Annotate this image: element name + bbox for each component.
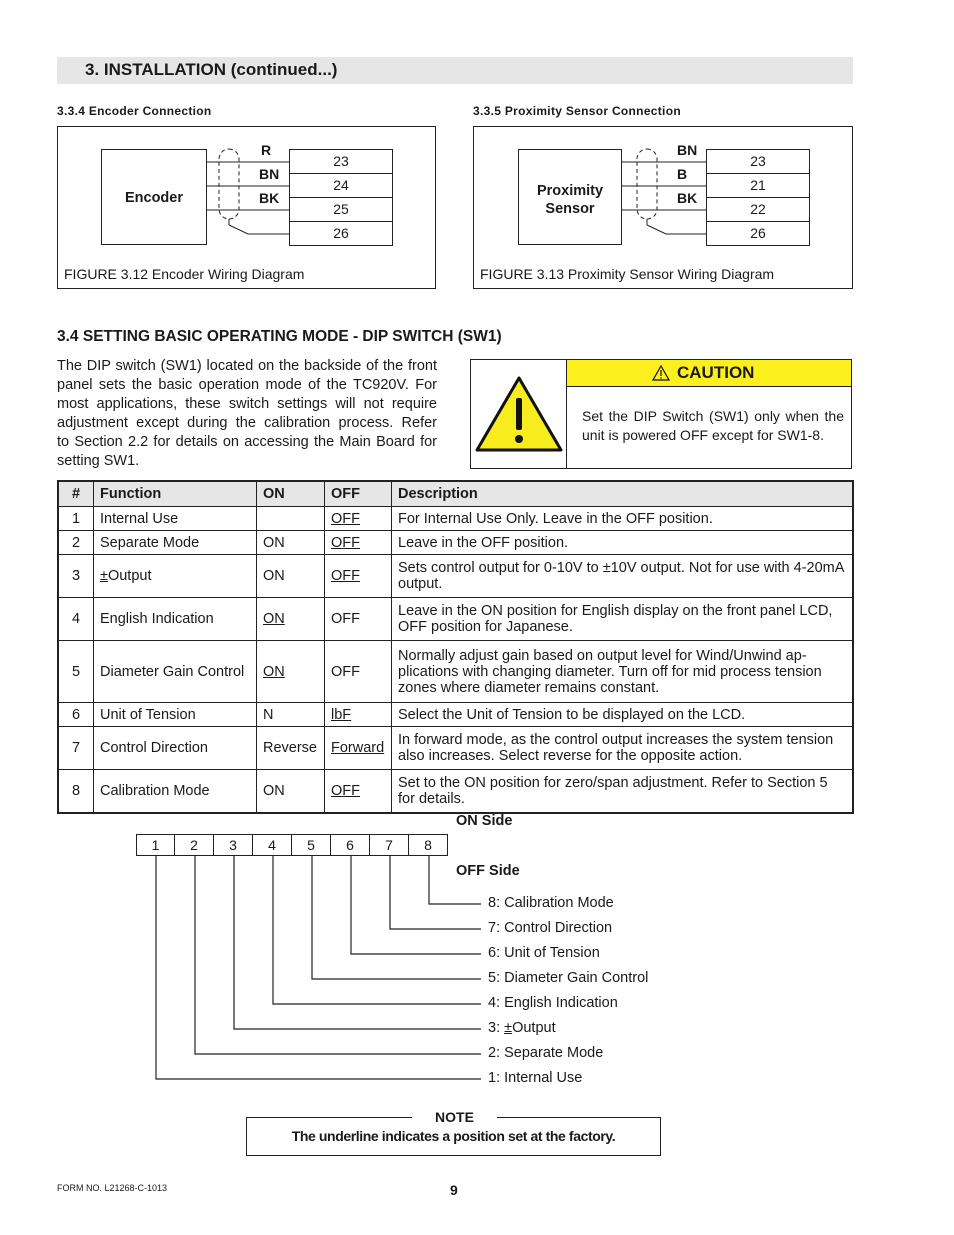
table-row	[58, 770, 853, 813]
dip-switch-4: 4	[253, 834, 292, 856]
off-side-label: OFF Side	[456, 863, 520, 879]
cell-on-text: ON	[263, 534, 285, 551]
cell-number	[58, 703, 94, 727]
paragraph-line: panel sets the basic operation mode of the TC920V. For	[57, 377, 437, 393]
cell-number	[58, 770, 94, 813]
cell-off	[325, 770, 392, 813]
encoder-caption: FIGURE 3.12 Encoder Wiring Diagram	[64, 266, 305, 282]
dip-switch-5: 5	[292, 834, 331, 856]
small-warning-icon	[652, 365, 670, 381]
col-header-number: #	[58, 481, 94, 507]
terminal-26: 26	[750, 225, 766, 241]
encoder-wire-r: R	[261, 142, 272, 158]
cell-off	[325, 531, 392, 555]
cell-off	[325, 703, 392, 727]
cell-off-text: OFF	[331, 782, 360, 799]
cell-number-text: 6	[71, 706, 81, 723]
dip-switch-3: 3	[214, 834, 253, 856]
cell-number-text: 4	[71, 611, 81, 627]
cell-function	[94, 598, 257, 641]
cell-number-text: 1	[71, 510, 81, 527]
section-title: 3. INSTALLATION (continued...)	[85, 60, 338, 79]
note-title: NOTE	[412, 1109, 497, 1125]
caution-line-2: unit is powered OFF except for SW1-8.	[582, 427, 824, 443]
col-header-description: Description	[392, 481, 854, 507]
cell-on	[257, 770, 325, 813]
terminal-24: 24	[290, 174, 392, 198]
caution-box	[470, 359, 852, 469]
proximity-caption: FIGURE 3.13 Proximity Sensor Wiring Diagram	[480, 266, 775, 282]
proximity-wire-bn: BN	[677, 142, 698, 158]
col-header-function: Function	[94, 481, 257, 507]
cell-function	[94, 507, 257, 531]
cell-off-text: OFF	[331, 534, 360, 551]
cell-function-text: Calibration Mode	[100, 782, 210, 799]
paragraph-line: to Section 2.2 for details on accessing the Main Board for	[57, 434, 437, 450]
leader-line	[234, 856, 481, 1029]
cell-number	[58, 727, 94, 770]
cell-function	[94, 555, 257, 598]
caution-line-1: Set the DIP Switch (SW1) only when the	[582, 408, 844, 424]
cell-description	[392, 598, 854, 641]
cell-function-text: Diameter Gain Control	[100, 663, 245, 680]
encoder-terminal-block	[289, 149, 393, 246]
cell-function-text: Unit of Tension	[100, 706, 196, 723]
cell-function	[94, 703, 257, 727]
cell-number-text: 7	[71, 740, 81, 756]
caution-title: CAUTION	[677, 363, 755, 382]
note-box	[246, 1109, 661, 1156]
paragraph-line: most applications, these switch settings will not require	[57, 396, 437, 412]
proximity-figure	[473, 126, 853, 289]
cell-off-text: lbF	[331, 706, 352, 723]
encoder-wire-bn: BN	[259, 166, 280, 182]
switch-label: 2: Separate Mode	[488, 1045, 604, 1061]
switch-label: 8: Calibration Mode	[488, 895, 614, 911]
cell-number-text: 8	[71, 782, 81, 799]
dip-paragraph	[57, 357, 437, 471]
cell-on-text: ON	[263, 611, 285, 627]
table-row	[58, 531, 853, 555]
caution-icon-panel	[471, 360, 567, 468]
terminal-25: 25	[290, 198, 392, 222]
dip-switch-6: 6	[331, 834, 370, 856]
section-header-bar	[57, 57, 853, 84]
switch-label: 1: Internal Use	[488, 1070, 583, 1086]
cell-description	[392, 641, 854, 703]
cell-description-text: Leave in the OFF position.	[398, 534, 569, 551]
cell-on-text: Reverse	[263, 740, 317, 756]
encoder-device-label: Encoder	[124, 190, 183, 206]
on-side-label: ON Side	[456, 813, 513, 829]
dip-section-heading: 3.4 SETTING BASIC OPERATING MODE - DIP SWITCH (SW1)	[57, 328, 502, 345]
table-row	[58, 703, 853, 727]
dip-switch-7: 7	[370, 834, 409, 856]
cell-number-text: 2	[71, 534, 81, 551]
proximity-terminal-block	[706, 149, 810, 246]
cell-off-text: Forward	[331, 740, 385, 756]
cell-description	[392, 703, 854, 727]
paragraph-line: setting SW1.	[57, 453, 140, 469]
cell-on	[257, 531, 325, 555]
col-header-on: ON	[257, 481, 325, 507]
dip-switch-8: 8	[409, 834, 448, 856]
table-row	[58, 727, 853, 770]
table-row	[58, 507, 853, 531]
dip-switch-1: 1	[136, 834, 175, 856]
cell-off	[325, 598, 392, 641]
encoder-heading: 3.3.4 Encoder Connection	[57, 104, 212, 118]
table-row	[58, 641, 853, 703]
proximity-heading: 3.3.5 Proximity Sensor Connection	[473, 104, 681, 118]
proximity-device-label-1: Proximity	[536, 183, 604, 199]
cell-on	[257, 555, 325, 598]
cell-on-text: ON	[263, 663, 285, 680]
dip-switch-2: 2	[175, 834, 214, 856]
proximity-wire-b: B	[677, 166, 688, 182]
proximity-wire-bk: BK	[677, 190, 698, 206]
cell-on-text: ON	[263, 568, 285, 584]
terminal-23: 23	[290, 150, 392, 174]
dip-switch-table	[57, 480, 854, 814]
cell-on	[257, 507, 325, 531]
terminal-23: 23	[707, 150, 809, 174]
caution-title-bar	[567, 360, 851, 387]
cell-description	[392, 727, 854, 770]
cell-description	[392, 555, 854, 598]
cell-description-text: Select the Unit of Tension to be displayed on the LCD.	[398, 706, 746, 723]
cell-function-text: ±Output	[100, 568, 152, 584]
cell-function	[94, 770, 257, 813]
encoder-wire-bk: BK	[259, 190, 280, 206]
paragraph-line: adjustment except during the calibration process. Refer	[57, 415, 437, 431]
cell-description-text: In forward mode, as the control output increases the system tension also increases. Select reverse for the opposite action.	[398, 732, 834, 764]
paragraph-line: The DIP switch (SW1) located on the backside of the front	[57, 358, 437, 374]
cell-on	[257, 727, 325, 770]
cell-number	[58, 641, 94, 703]
cell-function-text: English Indication	[100, 611, 214, 627]
cell-function-text: Control Direction	[100, 740, 208, 756]
cell-on	[257, 703, 325, 727]
form-number: FORM NO. L21268-C-1013	[57, 1183, 168, 1193]
cell-on	[257, 598, 325, 641]
cell-on-text: ON	[263, 782, 285, 799]
cell-number-text: 3	[71, 568, 81, 584]
terminal-26: 26	[333, 225, 349, 241]
leader-line	[195, 856, 481, 1054]
cell-description-text: Set to the ON position for zero/span adjustment. Refer to Section 5 for details.	[398, 774, 828, 807]
cell-description	[392, 531, 854, 555]
cell-description-text: Sets control output for 0-10V to ±10V output. Not for use with 4-20mA output.	[398, 560, 844, 592]
col-header-off: OFF	[325, 481, 392, 507]
switch-label: 4: English Indication	[488, 995, 618, 1011]
cell-function	[94, 531, 257, 555]
cell-description	[392, 507, 854, 531]
table-row	[58, 598, 853, 641]
switch-label: 5: Diameter Gain Control	[488, 970, 649, 986]
cell-off-text: OFF	[331, 611, 360, 627]
terminal-21: 21	[707, 174, 809, 198]
cell-on-text: N	[263, 706, 274, 723]
terminal-22: 22	[707, 198, 809, 222]
cell-number-text: 5	[71, 663, 81, 680]
cell-description	[392, 770, 854, 813]
table-header-row	[58, 481, 853, 507]
leader-line	[273, 856, 481, 1004]
cell-off	[325, 507, 392, 531]
cell-number	[58, 598, 94, 641]
cell-number	[58, 531, 94, 555]
cell-off-text: OFF	[331, 663, 360, 680]
cell-function	[94, 727, 257, 770]
cell-off	[325, 727, 392, 770]
cell-function-text: Separate Mode	[100, 534, 200, 551]
switch-label: 3: ±Output	[488, 1020, 556, 1036]
cell-off-text: OFF	[331, 568, 360, 584]
cell-off	[325, 641, 392, 703]
warning-triangle-icon	[471, 360, 567, 468]
switch-label: 6: Unit of Tension	[488, 945, 600, 961]
caution-text	[582, 407, 844, 445]
cell-number	[58, 555, 94, 598]
cell-description-text: Normally adjust gain based on output level for Wind/Unwind ap-plications with changing diameter. Turn off for mid process tension zones where diameter remains constant.	[398, 647, 822, 696]
cell-function	[94, 641, 257, 703]
proximity-device-label-2: Sensor	[545, 201, 595, 217]
leader-line	[156, 856, 481, 1079]
page-number: 9	[450, 1182, 458, 1198]
cell-description-text: For Internal Use Only. Leave in the OFF position.	[398, 510, 713, 527]
cell-description-text: Leave in the ON position for English display on the front panel LCD, OFF position for Japanese.	[398, 603, 833, 635]
cell-off-text: OFF	[331, 510, 360, 527]
note-text: The underline indicates a position set at the factory.	[291, 1128, 616, 1144]
table-row	[58, 555, 853, 598]
cell-function-text: Internal Use	[100, 510, 179, 527]
switch-label: 7: Control Direction	[488, 920, 613, 936]
encoder-figure	[57, 126, 436, 289]
cell-off	[325, 555, 392, 598]
cell-on	[257, 641, 325, 703]
cell-number	[58, 507, 94, 531]
